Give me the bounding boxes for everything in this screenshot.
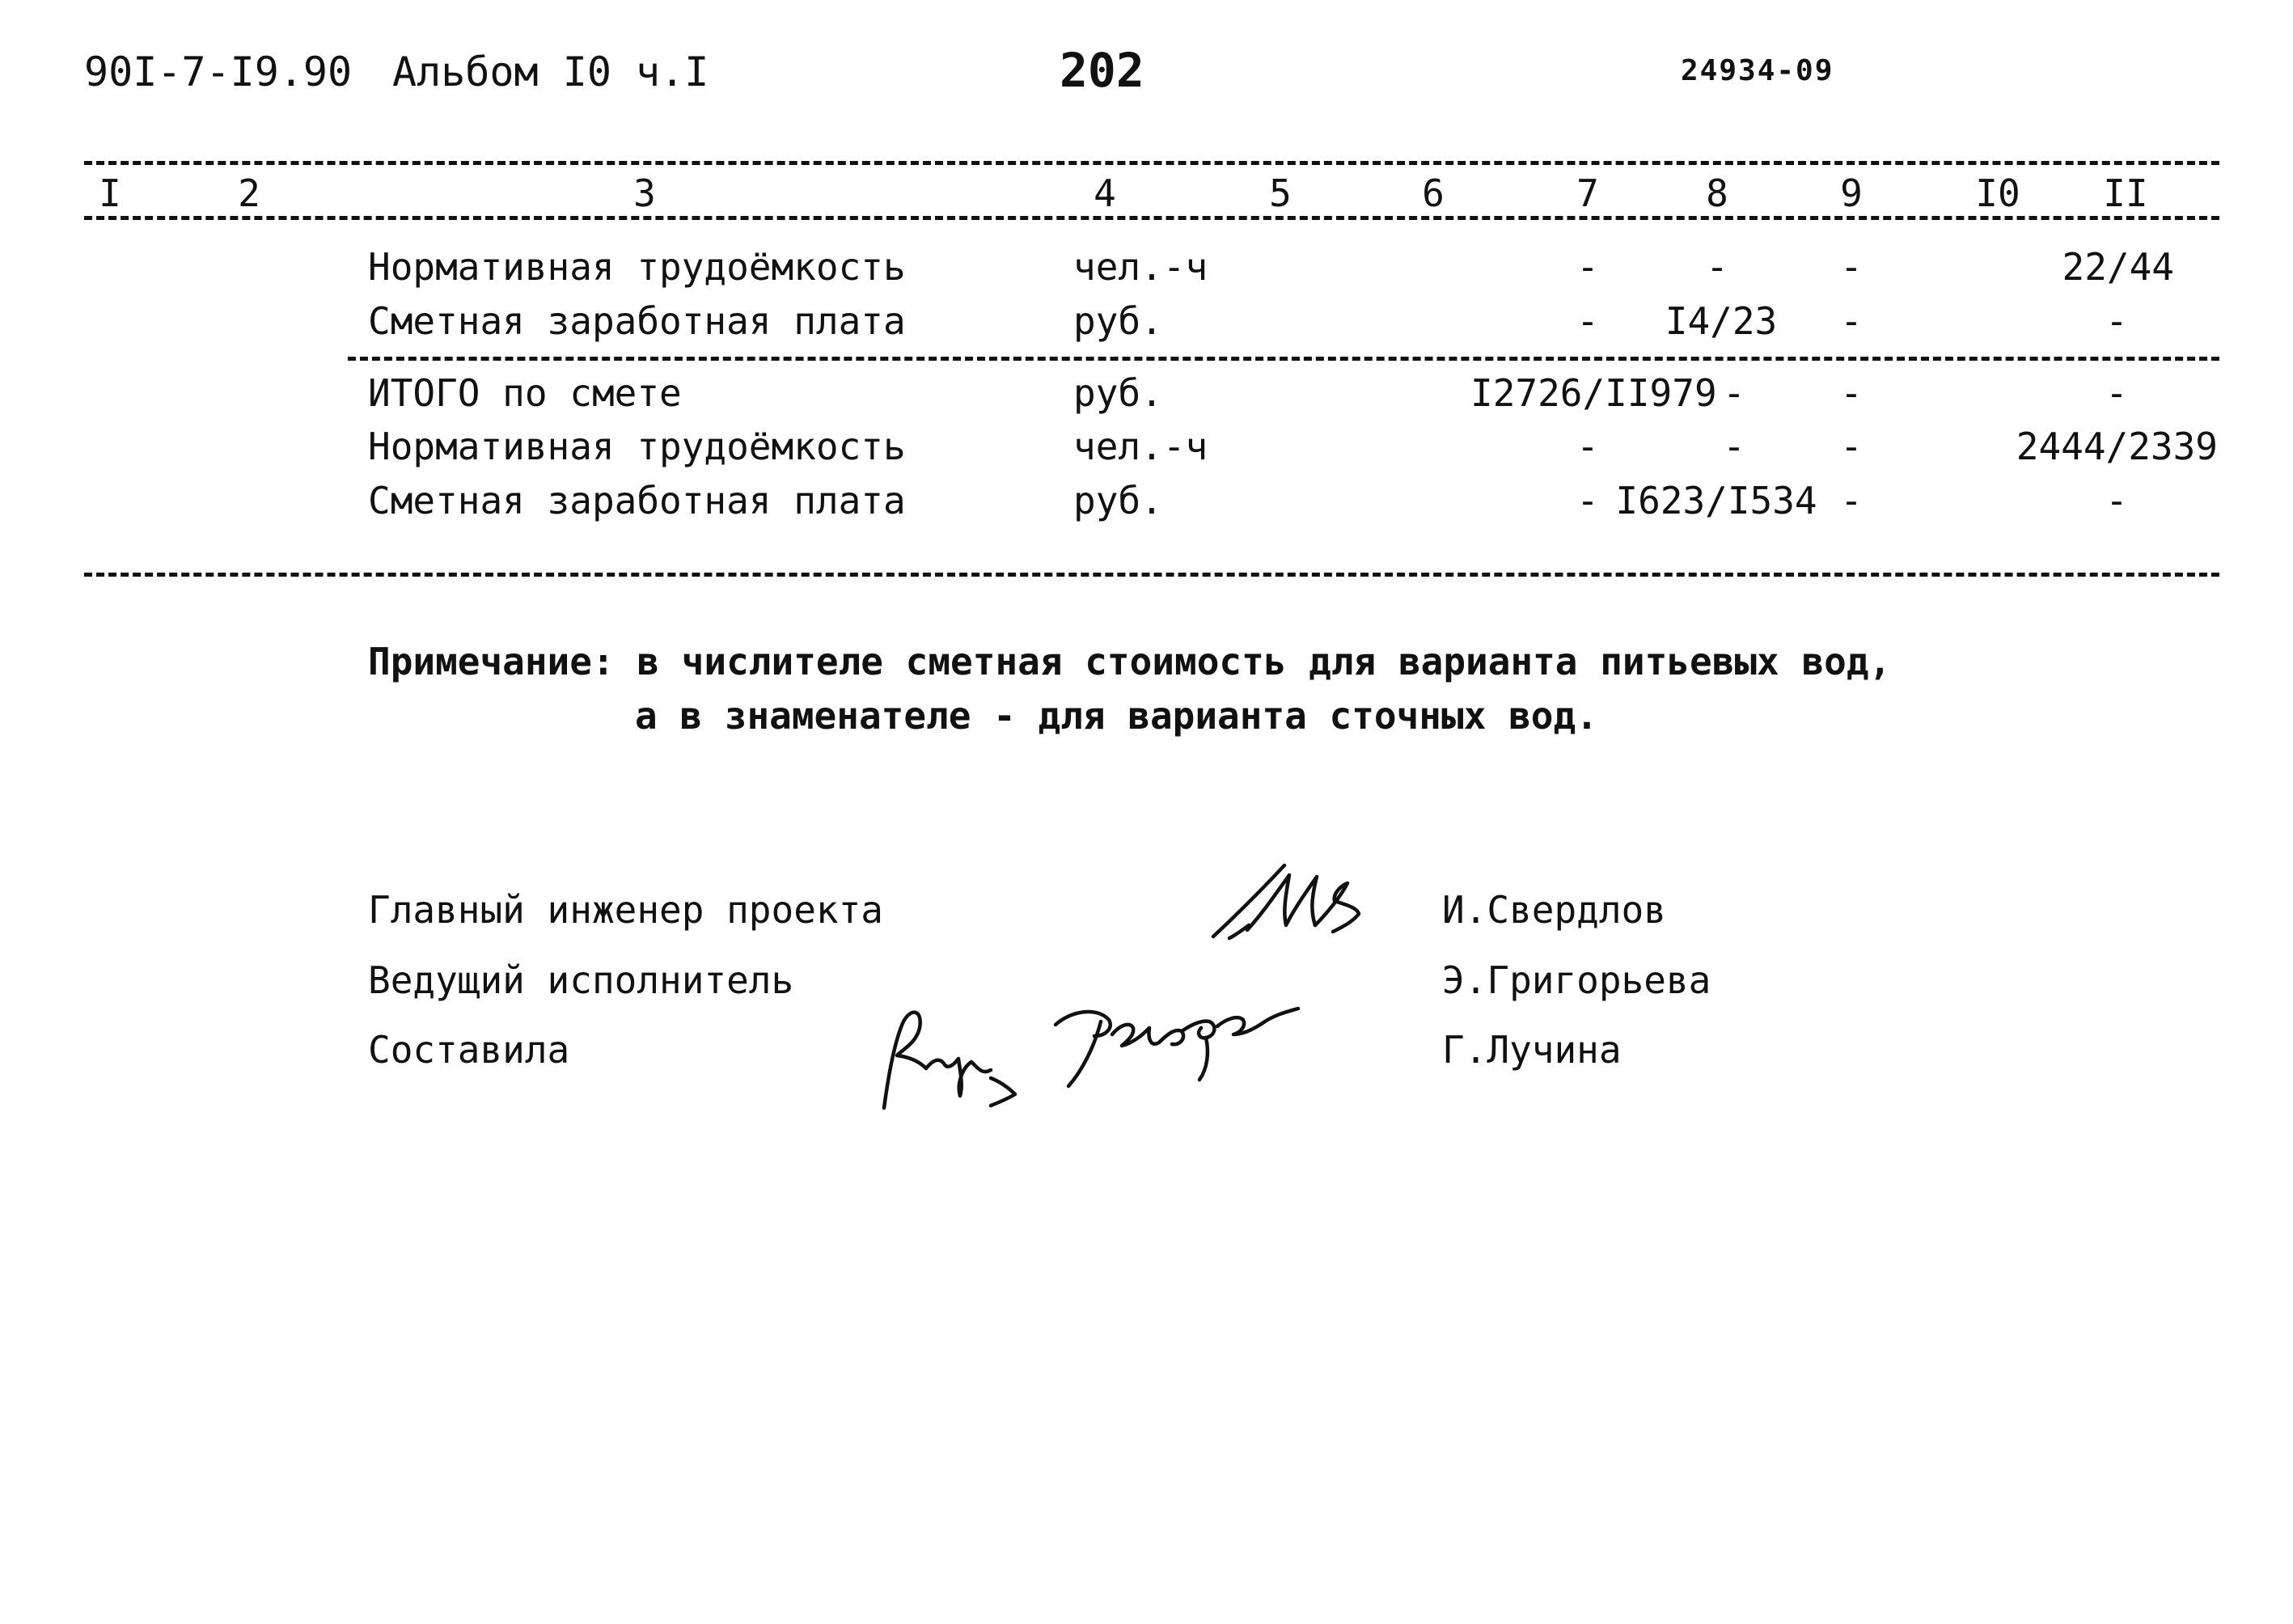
cell-col11: -: [2105, 299, 2128, 343]
page-number: 202: [1060, 43, 1144, 98]
cell-col9: -: [1840, 371, 1863, 415]
executor-compiler-signatures: [869, 975, 1322, 1120]
note-line-2: а в знаменателе - для варианта сточных вод.: [635, 694, 1598, 738]
cell-col11: -: [2105, 371, 2128, 415]
column-number: 3: [633, 171, 656, 215]
cell-col9: -: [1840, 245, 1863, 289]
signature-name: Г.Лучина: [1442, 1028, 1622, 1072]
row-name: Нормативная трудоёмкость: [368, 425, 906, 468]
table-header-rule: [84, 216, 2219, 220]
cell-col8: -: [1723, 371, 1745, 415]
row-unit: руб.: [1073, 371, 1163, 415]
signature-role: Главный инженер проекта: [368, 888, 883, 932]
project-code: 90I-7-I9.90: [84, 49, 353, 95]
signature-name: Э.Григорьева: [1442, 958, 1711, 1002]
column-number: I: [99, 171, 121, 215]
row-name: ИТОГО по смете: [368, 371, 682, 415]
row-unit: чел.-ч: [1073, 425, 1208, 468]
cell-col7: -: [1576, 245, 1599, 289]
signature-name: И.Свердлов: [1442, 888, 1666, 932]
column-number: II: [2103, 171, 2148, 215]
cell-col8: I4/23: [1665, 299, 1778, 343]
cell-col7: -: [1576, 479, 1599, 522]
note-line-1: Примечание: в числителе сметная стоимость для варианта питьевых вод,: [368, 640, 1892, 683]
column-number: 8: [1706, 171, 1728, 215]
row-name: Сметная заработная плата: [368, 299, 906, 343]
chief-engineer-signature: [1205, 857, 1383, 946]
row-unit: руб.: [1073, 299, 1163, 343]
row-name: Нормативная трудоёмкость: [368, 245, 906, 289]
table-top-rule: [84, 161, 2219, 165]
row-unit: чел.-ч: [1073, 245, 1208, 289]
cell-col8: -: [1723, 425, 1745, 468]
album-label: Альбом I0 ч.I: [392, 49, 709, 95]
cell-col8: -: [1706, 245, 1728, 289]
signature-role: Составила: [368, 1028, 570, 1072]
signature-role: Ведущий исполнитель: [368, 958, 794, 1002]
cell-col7: -: [1576, 299, 1599, 343]
column-number: 2: [238, 171, 260, 215]
column-number: 4: [1094, 171, 1116, 215]
cell-col8: I623/I534: [1615, 479, 1817, 522]
cell-col7: -: [1576, 425, 1599, 468]
cell-col9: -: [1840, 479, 1863, 522]
column-number: 7: [1576, 171, 1599, 215]
row-name: Сметная заработная плата: [368, 479, 906, 522]
column-number: I0: [1975, 171, 2020, 215]
cell-col11: 2444/2339: [2016, 425, 2218, 468]
subtotal-rule: [348, 357, 2219, 361]
cell-col7: I2726/II979: [1470, 371, 1717, 415]
cell-col9: -: [1840, 425, 1863, 468]
column-number: 6: [1422, 171, 1445, 215]
column-number: 9: [1840, 171, 1863, 215]
table-bottom-rule: [84, 573, 2219, 577]
cell-col9: -: [1840, 299, 1863, 343]
column-number: 5: [1269, 171, 1292, 215]
archive-number: 24934-09: [1681, 54, 1834, 87]
cell-col11: -: [2105, 479, 2128, 522]
cell-col11: 22/44: [2062, 245, 2174, 289]
row-unit: руб.: [1073, 479, 1163, 522]
